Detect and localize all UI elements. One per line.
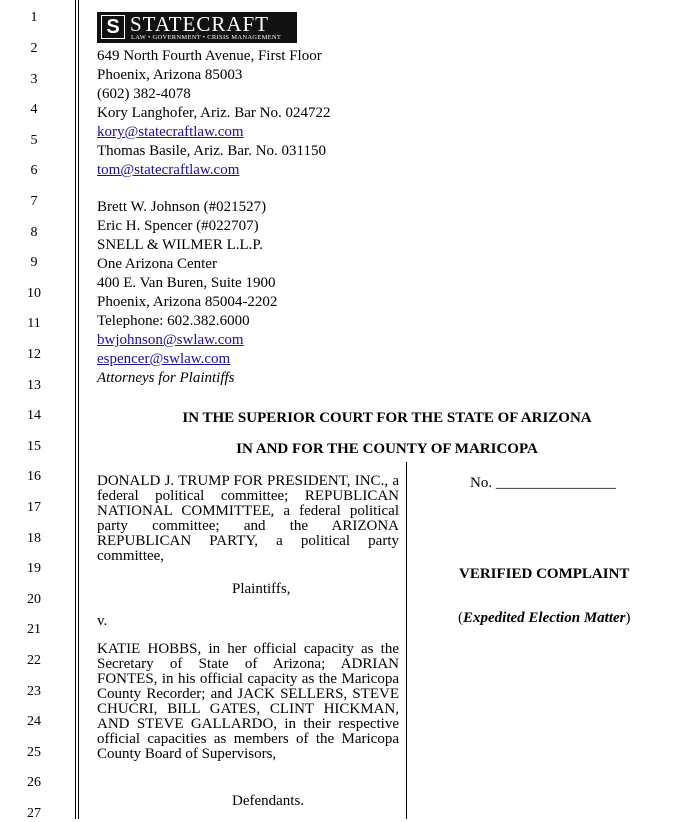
counsel2-email1-link[interactable]: bwjohnson@swlaw.com — [97, 332, 244, 348]
statecraft-logo — [97, 12, 297, 43]
counsel1-email2-link[interactable]: tom@statecraftlaw.com — [97, 162, 240, 178]
case-number: No. ________________ — [470, 475, 616, 491]
line-number: 20 — [27, 592, 41, 607]
line-number: 4 — [30, 102, 38, 117]
line-number: 16 — [27, 469, 41, 484]
caption-divider — [406, 462, 407, 819]
court-title-line1: IN THE SUPERIOR COURT FOR THE STATE OF ARIZONA — [182, 410, 592, 426]
logo-mark: S — [101, 15, 125, 39]
line-number: 1 — [30, 10, 38, 25]
plaintiffs-label: Plaintiffs, — [232, 581, 291, 597]
counsel1-attorney1: Kory Langhofer, Ariz. Bar No. 024722 — [97, 105, 331, 121]
line-number: 21 — [27, 622, 41, 637]
court-title-line2: IN AND FOR THE COUNTY OF MARICOPA — [236, 441, 538, 457]
line-number: 23 — [27, 684, 41, 699]
line-number: 18 — [27, 531, 41, 546]
margin-rule-right — [78, 0, 79, 819]
line-number: 22 — [27, 653, 41, 668]
line-number: 15 — [27, 439, 41, 454]
line-number: 24 — [27, 714, 41, 729]
counsel2-email2-link[interactable]: espencer@swlaw.com — [97, 351, 231, 367]
line-number: 8 — [30, 225, 38, 240]
line-number: 14 — [27, 408, 41, 423]
counsel1-attorney2: Thomas Basile, Ariz. Bar. No. 031150 — [97, 143, 326, 159]
line-number: 6 — [30, 163, 38, 178]
line-number: 25 — [27, 745, 41, 760]
margin-rule-left — [75, 0, 76, 819]
document-subtitle — [458, 609, 631, 627]
counsel1-address-line2: Phoenix, Arizona 85003 — [97, 67, 243, 83]
counsel1-email1-link[interactable]: kory@statecraftlaw.com — [97, 124, 244, 140]
counsel2-attorney2: Eric H. Spencer (#022707) — [97, 218, 259, 234]
line-number: 26 — [27, 775, 41, 790]
versus-label: v. — [97, 613, 108, 629]
counsel2-address-line1: One Arizona Center — [97, 256, 217, 272]
document-title: VERIFIED COMPLAINT — [459, 566, 630, 582]
line-number: 12 — [27, 347, 41, 362]
counsel2-attorney1: Brett W. Johnson (#021527) — [97, 199, 267, 215]
defendants-text: KATIE HOBBS, in her official capacity as the Secretary of State of Arizona; ADRIAN FONTES, in his official capacity as the Maricopa County Recorder; and JACK SELLERS, STEVE CHUCRI, BILL GATES, CLINT HICKMAN, AND STEVE GALLARDO, in their respective official capacities as members of the Maricopa County Board of Supervisors, — [97, 641, 399, 762]
line-number: 13 — [27, 378, 41, 393]
line-number: 3 — [30, 72, 38, 87]
subtitle-text: Expedited Election Matter — [463, 610, 626, 626]
defendants-label: Defendants. — [232, 793, 305, 809]
counsel1-phone: (602) 382-4078 — [97, 86, 191, 102]
line-number: 5 — [30, 133, 38, 148]
line-number: 9 — [30, 255, 38, 270]
subtitle-open-paren: ( — [458, 610, 463, 626]
subtitle-close-paren: ) — [625, 610, 631, 626]
line-number: 7 — [30, 194, 38, 209]
counsel2-address-line3: Phoenix, Arizona 85004-2202 — [97, 294, 278, 310]
plaintiffs-text: DONALD J. TRUMP FOR PRESIDENT, INC., a federal political committee; REPUBLICAN NATIONAL COMMITTEE, a federal political party committee; and the ARIZONA REPUBLICAN PARTY, a political party committee, — [97, 473, 399, 564]
line-number: 19 — [27, 561, 41, 576]
logo-name: STATECRAFT — [130, 12, 270, 36]
counsel1-address-line1: 649 North Fourth Avenue, First Floor — [97, 48, 322, 64]
counsel2-address-line2: 400 E. Van Buren, Suite 1900 — [97, 275, 276, 291]
counsel2-firm: SNELL & WILMER L.L.P. — [97, 237, 263, 253]
counsel2-phone: Telephone: 602.382.6000 — [97, 313, 250, 329]
line-number: 10 — [27, 286, 41, 301]
line-number: 27 — [27, 806, 41, 821]
line-number: 2 — [30, 41, 38, 56]
logo-tagline: LAW • GOVERNMENT • CRISIS MANAGEMENT — [131, 34, 282, 41]
line-number: 17 — [27, 500, 41, 515]
line-number: 11 — [27, 316, 41, 331]
counsel2-role: Attorneys for Plaintiffs — [97, 370, 235, 386]
